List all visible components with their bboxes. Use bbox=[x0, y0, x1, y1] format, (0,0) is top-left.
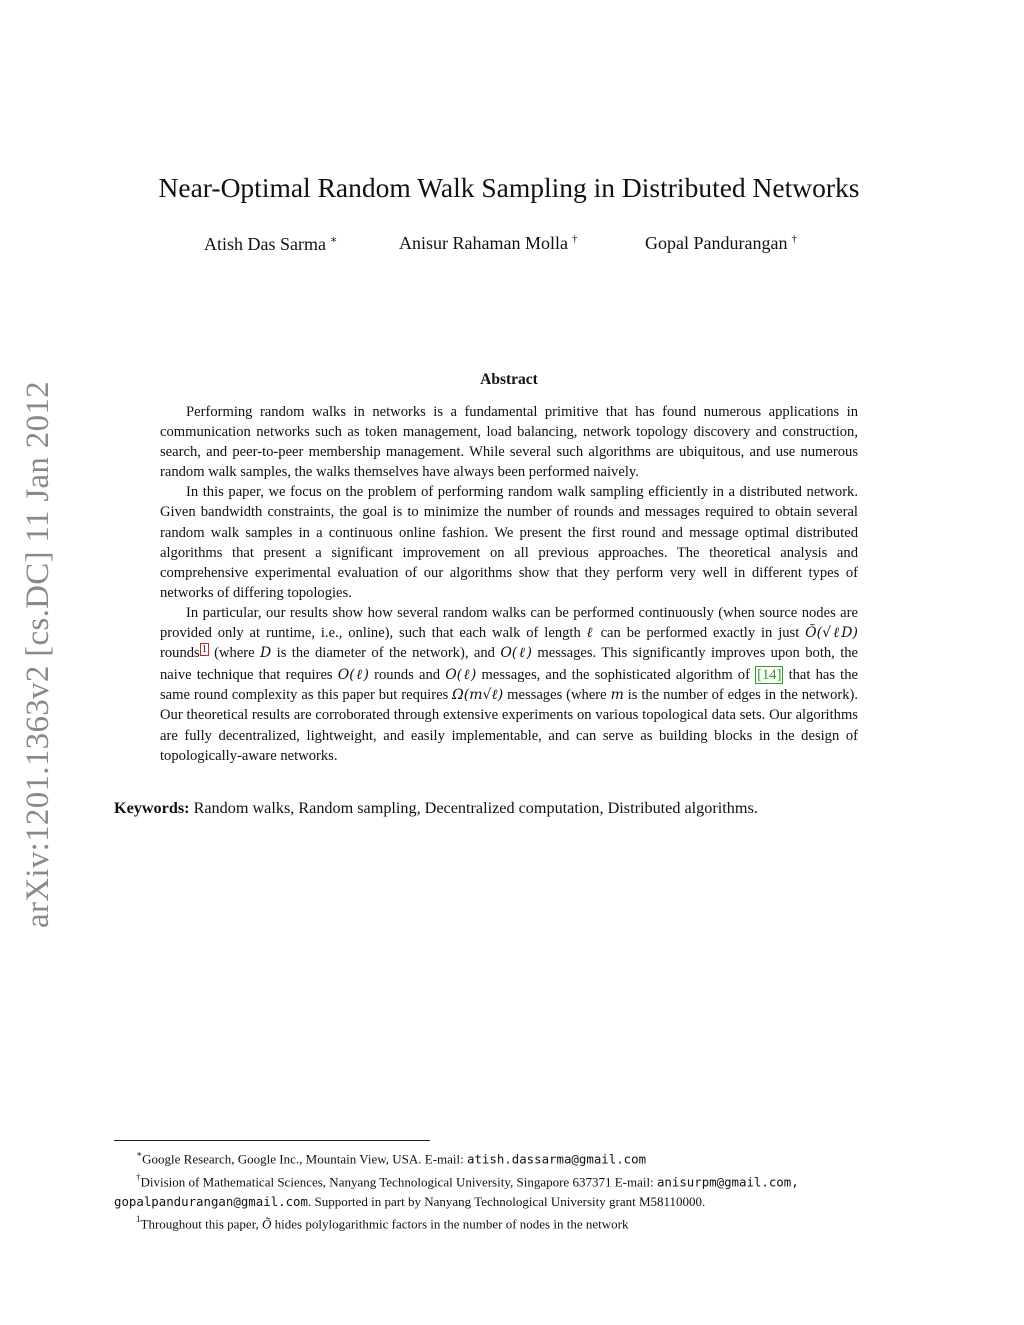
abstract-paragraph-2: In this paper, we focus on the problem of performing random walk sampling efficiently in a distributed network. Given bandwidth constraints, the goal is to minimize the number of rounds and messages required to obtain several random walk samples in a continuous online fashion. We present the first round and message optimal distributed algorithms that present a significant improvement on all previous approaches. The theoretical analysis and comprehensive experimental evaluation of our algorithms show that they perform very well in different types of networks of differing topologies. bbox=[160, 484, 858, 601]
email-link[interactable]: atish.dassarma@gmail.com bbox=[467, 1151, 647, 1167]
citation-link[interactable]: [14] bbox=[757, 667, 782, 684]
paper-title: Near-Optimal Random Walk Sampling in Distributed Networks bbox=[158, 172, 860, 203]
abstract-body bbox=[160, 402, 858, 766]
email-link[interactable]: anisurpm@gmail.com, bbox=[656, 1174, 799, 1190]
footnote-2: †Division of Mathematical Sciences, Nanyang Technological University, Singapore 637371 E-mail: anisurpm@gmail.com, bbox=[136, 1171, 799, 1190]
abstract-heading: Abstract bbox=[480, 371, 538, 388]
keywords-text: Random walks, Random sampling, Decentralized computation, Distributed algorithms. bbox=[193, 799, 758, 817]
footnote-1: ∗Google Research, Google Inc., Mountain View, USA. E-mail: atish.dassarma@gmail.com bbox=[136, 1149, 647, 1167]
abstract-paragraph-3: In particular, our results show how several random walks can be performed continuously (when source nodes are provided only at runtime, i.e., online), such that each walk of length ℓ can be performed exactly in just Õ(√ℓD) rounds $^1$ (where D is the diameter of the network), and O(ℓ) messages. This significantly improves upon both, the naive technique that requires O(ℓ) rounds and O(ℓ) messages, and the sophisticated algorithm of [14] that has the same round complexity as this paper but requires Ω(m√ℓ) messages (where m is the number of edges in the network). Our theoretical results are corroborated through extensive experiments on various topological data sets. Our algorithms are fully decentralized, lightweight, and easily implementable, and can serve as building blocks in the design of topologically-aware networks. bbox=[160, 604, 859, 764]
footnotes bbox=[114, 1146, 914, 1234]
email-link[interactable]: gopalpandurangan@gmail.com bbox=[114, 1193, 308, 1209]
author-list bbox=[0, 233, 1024, 263]
abstract-paragraph-1: Performing random walks in networks is a fundamental primitive that has found numerous applications in communication networks such as token management, load balancing, network topology discovery and construction, search, and peer-to-peer membership management. While several such algorithms are ubiquitous, and use numerous random walk samples, the walks themselves have always been performed naively. bbox=[160, 404, 858, 481]
footnote-3: $^1$Throughout this paper, Õ hides polylogarithmic factors in the number of nodes in the network bbox=[136, 1214, 629, 1232]
footnote-2-cont: gopalpandurangan@gmail.com. Supported in part by Nanyang Technological University grant M58110000. bbox=[114, 1193, 706, 1209]
author: Atish Das Sarma ∗ bbox=[204, 234, 338, 254]
author: Anisur Rahaman Molla † bbox=[399, 233, 578, 253]
footnote-rule bbox=[114, 1140, 430, 1141]
keywords-label: Keywords: bbox=[114, 799, 190, 817]
author: Gopal Pandurangan † bbox=[645, 233, 797, 253]
keywords-line bbox=[114, 799, 758, 818]
footnote-ref-link[interactable]: 1 bbox=[201, 644, 207, 656]
arxiv-id: arXiv:1201.1363v2 [cs.DC] 11 Jan 2012 bbox=[20, 381, 56, 928]
